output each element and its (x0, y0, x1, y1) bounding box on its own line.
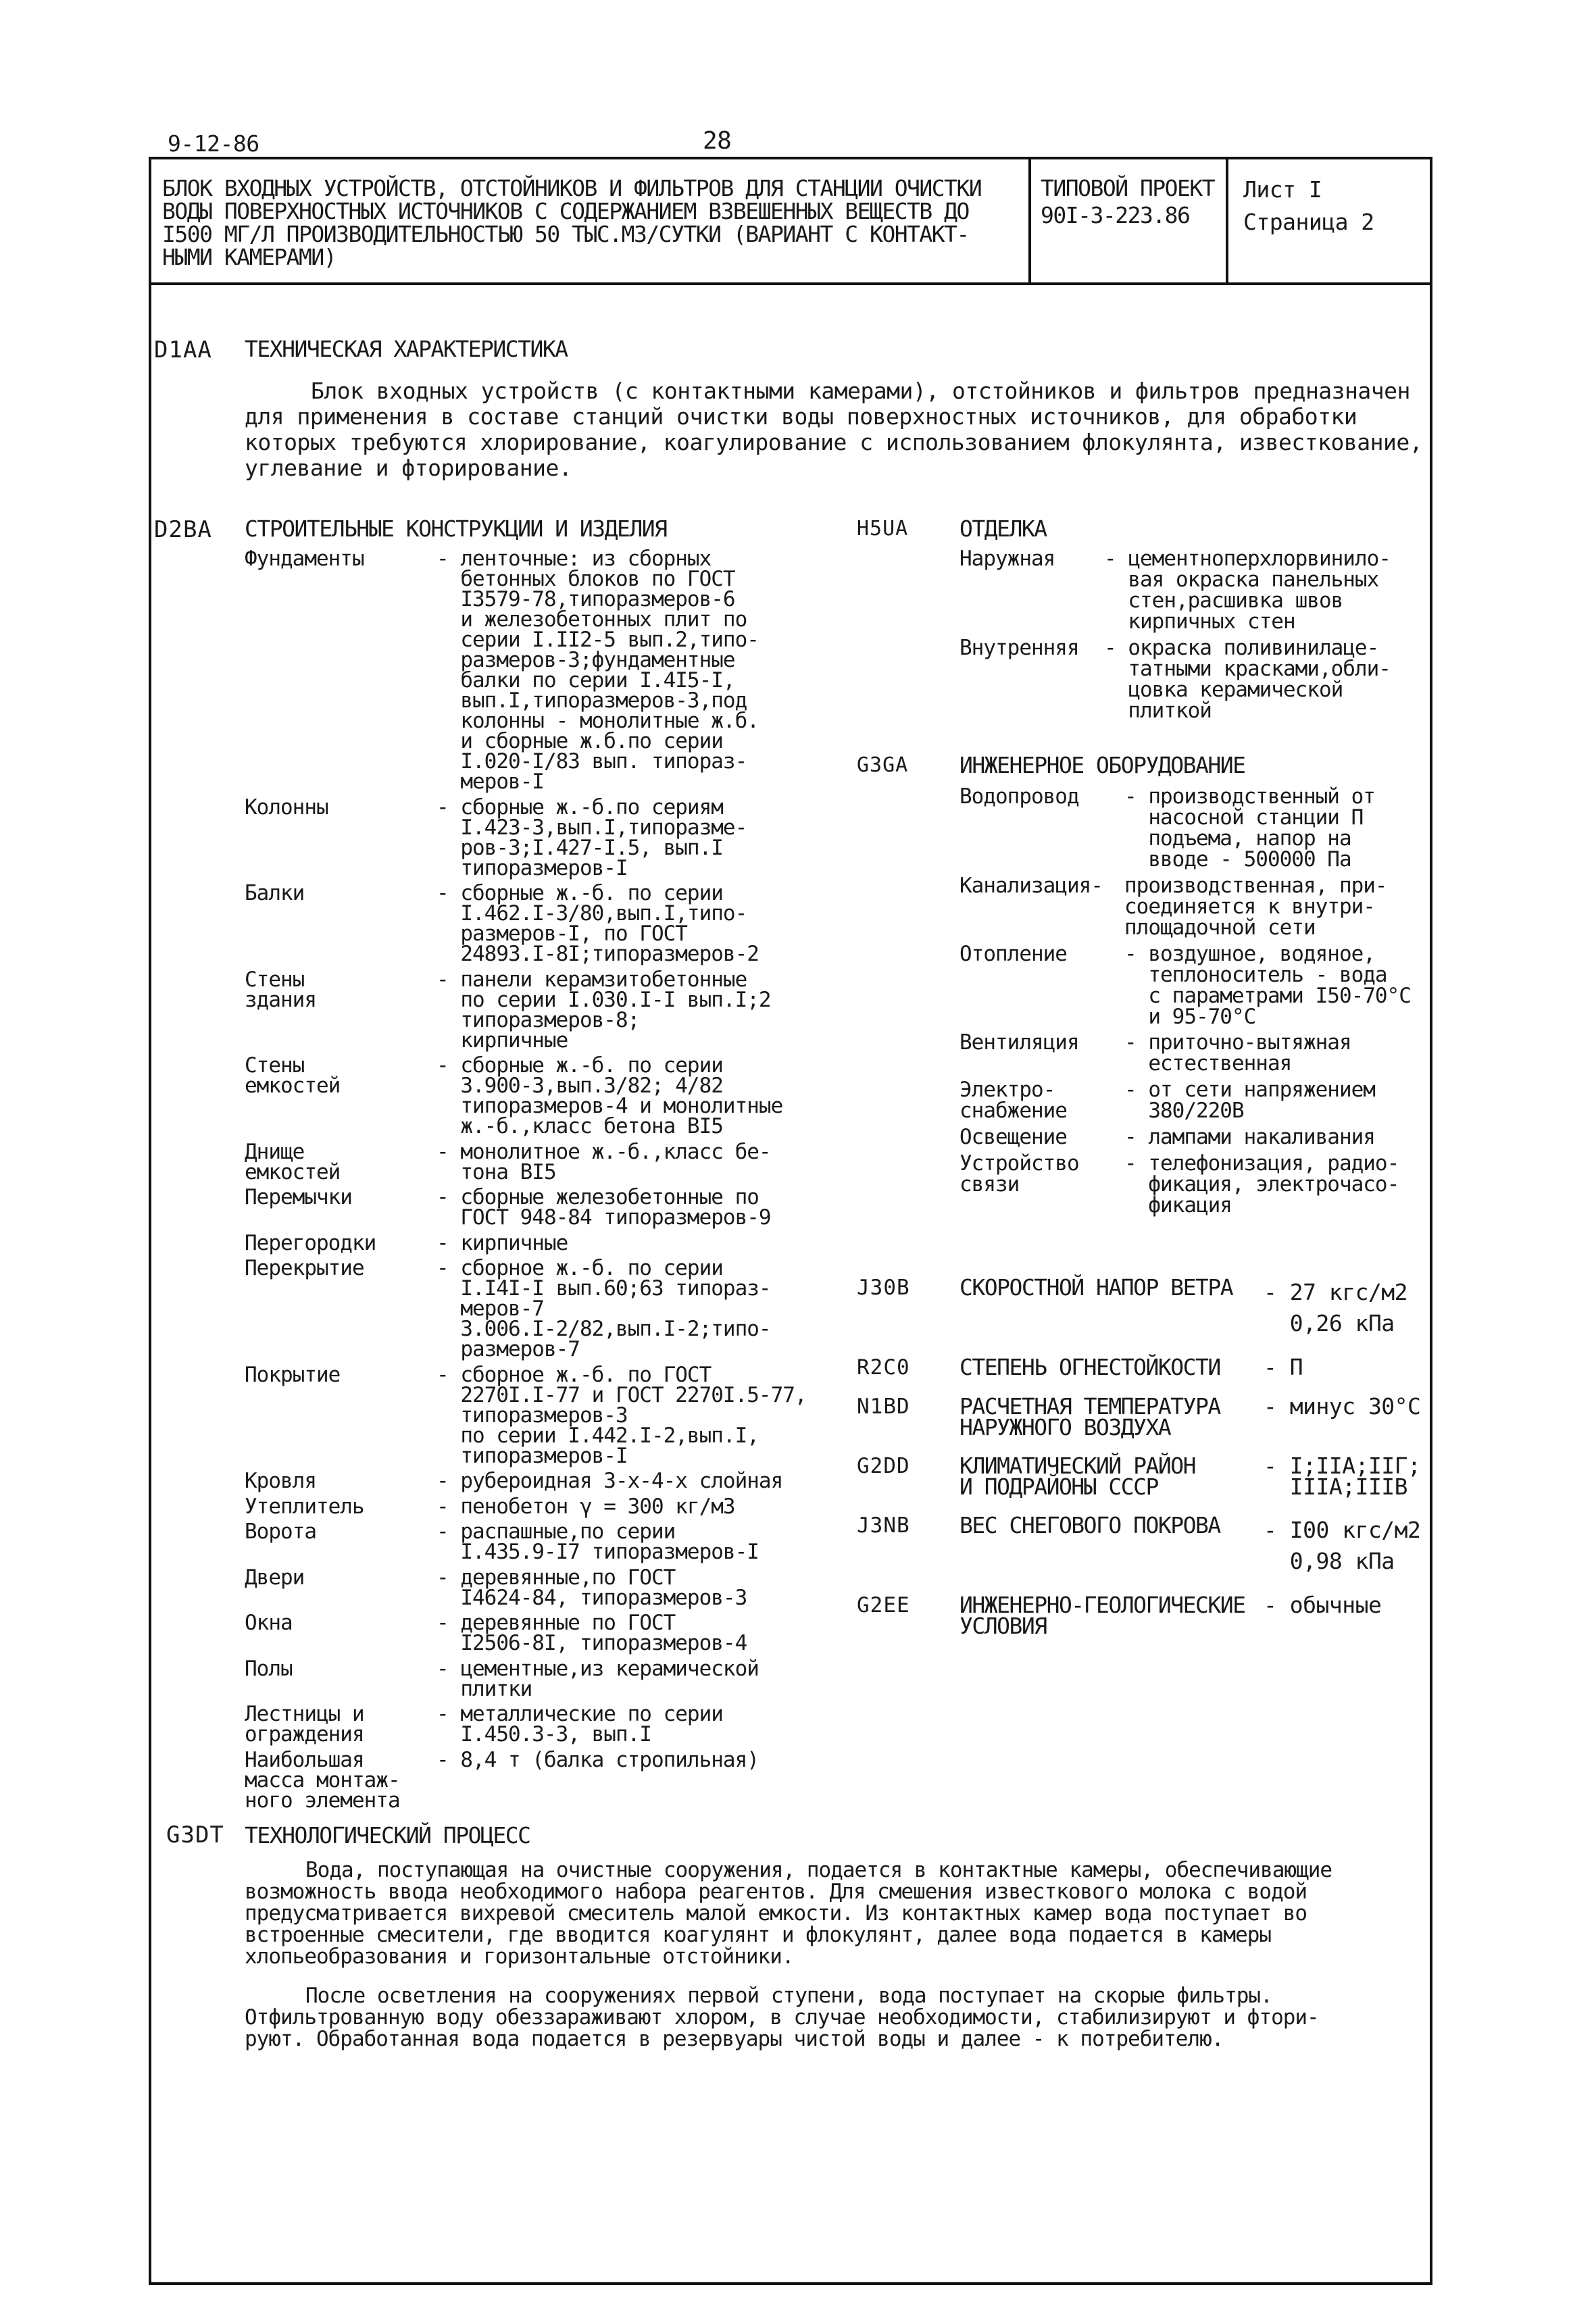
text-line: возможность ввода необходимого набора реагентов. Для смешения известкового молока с водой (245, 1880, 1307, 1904)
item-value-line: татными красками,обли- (1104, 656, 1391, 681)
list-item (959, 873, 1432, 940)
item-label (245, 1230, 437, 1255)
parameter-code: G2EE (857, 1593, 910, 1617)
parameter-value-line: - 27 кгс/м2 (1264, 1279, 1408, 1305)
finishing-list (959, 549, 1432, 727)
parameter-label-line: УСЛОВИЯ (959, 1613, 1047, 1639)
item-label (245, 883, 437, 964)
item-value-line: кирпичных стен (1104, 609, 1295, 634)
item-label-line: Фундаменты (245, 547, 364, 571)
list-item (245, 1567, 853, 1608)
item-label (245, 1055, 437, 1136)
item-value (437, 1471, 853, 1491)
parameters-list (857, 1274, 1431, 1654)
item-value-line: - деревянные,по ГОСТ (437, 1565, 676, 1590)
item-label-line: Стены (245, 1053, 305, 1078)
item-value-line: бетонных блоков по ГОСТ (437, 567, 735, 591)
item-value-line: естественная (1124, 1051, 1292, 1076)
item-label (245, 967, 437, 1051)
parameter-value-line: 0,26 кПа (1264, 1310, 1395, 1336)
item-value-line: по серии I.030.I-I вып.I;2 (437, 987, 771, 1012)
list-item (959, 635, 1432, 723)
item-value-line: - пенобетон γ = 300 кг/м3 (437, 1494, 735, 1519)
project-number: 90I-3-223.86 (1041, 202, 1190, 228)
process-paragraph-1 (245, 1859, 1434, 1967)
item-value-line: - сборное ж.-б. по ГОСТ (437, 1362, 712, 1387)
parameter-row (857, 1453, 1431, 1500)
item-value (437, 1747, 853, 1811)
item-value-line: - распашные,по серии (437, 1519, 676, 1544)
item-value (437, 1139, 853, 1184)
parameter-label-line: НАРУЖНОГО ВОЗДУХА (959, 1414, 1171, 1440)
item-label-line: Устройство (959, 1151, 1079, 1176)
parameter-label (959, 1393, 1264, 1440)
item-value (437, 1567, 853, 1608)
section-title: ТЕХНИЧЕСКАЯ ХАРАКТЕРИСТИКА (245, 336, 568, 362)
text-line: для применения в составе станций очистки воды поверхностных источников, для обработки (245, 403, 1357, 430)
item-value-line: - ленточные: из сборных (437, 547, 712, 571)
item-value-line: типоразмеров-3 (437, 1403, 628, 1428)
item-label (959, 873, 1124, 938)
section-title: ИНЖЕНЕРНОЕ ОБОРУДОВАНИЕ (959, 752, 1245, 778)
item-value-line: балки по серии I.4I5-I, (437, 668, 735, 693)
parameter-row (857, 1512, 1431, 1577)
parameter-value (1264, 1393, 1431, 1438)
list-item (245, 1704, 853, 1744)
parameter-code: N1BD (857, 1394, 910, 1419)
item-label-line: Электро- (959, 1078, 1055, 1102)
parameter-label-line: СТЕПЕНЬ ОГНЕСТОЙКОСТИ (959, 1354, 1220, 1380)
item-label-line: Наибольшая (245, 1747, 364, 1772)
item-value-line: I4624-84, типоразмеров-3 (437, 1585, 747, 1610)
list-item (245, 549, 853, 792)
list-item (959, 1153, 1432, 1216)
parameter-label (959, 1592, 1264, 1639)
item-value (437, 1055, 853, 1136)
item-value (1124, 941, 1432, 1029)
parameter-label (959, 1453, 1264, 1500)
list-item (245, 1258, 853, 1359)
item-label (959, 786, 1124, 870)
item-value-line: I2506-8I, типоразмеров-4 (437, 1631, 747, 1655)
item-value-line: стен,расшивка швов (1104, 588, 1343, 613)
item-value-line: - от сети напряжением (1124, 1078, 1375, 1102)
title-line: НЫМИ КАМЕРАМИ) (162, 244, 336, 270)
parameter-row (857, 1592, 1431, 1639)
parameter-value (1264, 1515, 1431, 1577)
item-label-line: масса монтаж- (245, 1767, 400, 1792)
item-value-line: плиткой (1104, 698, 1212, 723)
project-label: ТИПОВОЙ ПРОЕКТ (1041, 175, 1215, 201)
item-label (245, 1258, 437, 1359)
item-label-line: связи (959, 1172, 1020, 1197)
item-value (437, 1613, 853, 1653)
item-value-line: - цементные,из керамической (437, 1656, 759, 1681)
item-value-line: вводе - 500000 Па (1124, 847, 1351, 872)
item-value (1104, 549, 1432, 632)
item-label-line: ограждения (245, 1722, 364, 1746)
item-value-line: соединяется к внутри- (1124, 894, 1375, 919)
item-value-line: производственная, при- (1124, 873, 1387, 898)
section-title: СТРОИТЕЛЬНЫЕ КОНСТРУКЦИИ И ИЗДЕЛИЯ (245, 515, 667, 542)
item-label-line: Перегородки (245, 1230, 376, 1255)
parameter-value (1264, 1594, 1431, 1636)
item-value-line: ж.-б.,класс бетона BI5 (437, 1114, 723, 1138)
item-value-line: I.I4I-I вып.60;63 типораз- (437, 1276, 771, 1301)
item-label (245, 1613, 437, 1653)
item-label-line: Покрытие (245, 1362, 341, 1387)
item-label-line: Наружная (959, 547, 1055, 571)
parameter-label-line: РАСЧЕТНАЯ ТЕМПЕРАТУРА (959, 1393, 1220, 1419)
section-code: H5UA (857, 517, 909, 540)
item-value-line: типоразмеров-8; (437, 1007, 640, 1032)
item-label-line: емкостей (245, 1159, 341, 1184)
list-item (245, 1139, 853, 1184)
item-value-line: I.450.3-3, вып.I (437, 1722, 651, 1746)
equipment-list (959, 786, 1432, 1221)
item-label-line: Ворота (245, 1519, 316, 1544)
item-label (245, 797, 437, 878)
text-line: Вода, поступающая на очистные сооружения, подается в контактные камеры, обеспечивающие (305, 1858, 1332, 1882)
text-line: Блок входных устройств (с контактными камерами), отстойников и фильтров предназначен (311, 378, 1410, 404)
item-value (1124, 786, 1432, 870)
item-value-line: по серии I.442.I-2,вып.I, (437, 1423, 759, 1448)
item-value-line: вып.I,типоразмеров-3,под (437, 688, 747, 713)
list-item (245, 1471, 853, 1491)
item-label (245, 1362, 437, 1466)
item-value-line: ГОСТ 948-84 типоразмеров-9 (437, 1205, 771, 1230)
item-label (245, 1747, 437, 1813)
item-label-line: Окна (245, 1611, 293, 1635)
parameter-row (857, 1393, 1431, 1440)
list-item (959, 786, 1432, 870)
item-label (245, 1496, 437, 1517)
page-number: 28 (703, 127, 732, 155)
item-label-line: Водопровод (959, 784, 1079, 809)
item-value-line: колонны - монолитные ж.б. (437, 709, 759, 733)
item-label-line: Лестницы и (245, 1702, 364, 1726)
section-code: D1AA (154, 336, 212, 363)
parameter-label (959, 1274, 1264, 1339)
item-value (437, 549, 853, 792)
item-value (437, 1656, 853, 1701)
text-line: которых требуются хлорирование, коагулирование с использованием флокулянта, известкование, (245, 429, 1423, 455)
item-value (437, 1362, 853, 1468)
parameter-value-line: IIIА;IIIВ (1264, 1474, 1408, 1500)
item-value-line: - 8,4 т (балка стропильная) (437, 1747, 759, 1772)
item-value (1124, 1153, 1432, 1216)
item-value-line: 3.900-3,вып.3/82; 4/82 (437, 1074, 723, 1098)
list-item (245, 1230, 853, 1255)
item-value-line: - телефонизация, радио- (1124, 1151, 1399, 1176)
list-item (245, 1656, 853, 1701)
item-value-line: и железобетонных плит по (437, 607, 747, 632)
item-value-line: меров-I (437, 770, 544, 794)
item-value (1124, 1032, 1432, 1074)
item-value-line: типоразмеров-I (437, 1443, 628, 1468)
sheet-label: Лист I (1243, 176, 1322, 203)
item-value-line: и сборные ж.б.по серии (437, 729, 723, 753)
item-value-line: - производственный от (1124, 784, 1375, 809)
section-title: ТЕХНОЛОГИЧЕСКИЙ ПРОЦЕСС (245, 1822, 530, 1848)
item-value-line: с параметрами I50-70°C (1124, 983, 1411, 1008)
list-item (245, 1496, 853, 1517)
item-value-line: - металлические по серии (437, 1702, 723, 1726)
parameter-value-line: - I00 кгс/м2 (1264, 1517, 1421, 1543)
list-item (245, 967, 853, 1053)
item-label (245, 1187, 437, 1228)
item-value-line: I.020-I/83 вып. типораз- (437, 749, 747, 774)
item-value-line: - сборные ж.-б.по сериям (437, 795, 723, 820)
item-value-line: кирпичные (437, 1028, 568, 1053)
item-value-line: серии I.II2-5 вып.2,типо- (437, 628, 759, 652)
parameter-label-line: ВЕС СНЕГОВОГО ПОКРОВА (959, 1512, 1220, 1538)
item-value-line: типоразмеров-I (437, 855, 628, 880)
item-value-line: - монолитное ж.-б.,класс бе- (437, 1139, 771, 1164)
parameter-value-line: - минус 30°C (1264, 1393, 1421, 1419)
parameter-row (857, 1354, 1431, 1380)
item-label (245, 1521, 437, 1562)
list-item (245, 1362, 853, 1468)
item-value (437, 883, 853, 964)
intro-paragraph (245, 378, 1434, 481)
item-label (245, 1139, 437, 1184)
item-label (245, 1704, 437, 1744)
section-code: D2BA (154, 516, 212, 543)
item-value-line: плитки (437, 1676, 532, 1701)
sheet-box (1243, 177, 1374, 235)
text-line: предусматривается вихревой смеситель малой емкости. Из контактных камер вода поступает во (245, 1901, 1307, 1926)
list-item (245, 1747, 853, 1813)
item-value-line: - сборные ж.-б. по серии (437, 1053, 723, 1078)
item-value-line: 380/220В (1124, 1099, 1244, 1123)
list-item (959, 1124, 1432, 1149)
item-label-line: Освещение (959, 1124, 1067, 1149)
item-label-line: Внутренняя (959, 635, 1079, 660)
item-label-line: емкостей (245, 1074, 341, 1098)
parameter-code: J3NB (857, 1513, 910, 1538)
title-line: ВОДЫ ПОВЕРХНОСТНЫХ ИСТОЧНИКОВ С СОДЕРЖАНИЕМ ВЗВЕШЕННЫХ ВЕЩЕСТВ ДО (162, 198, 969, 224)
parameter-code: G2DD (857, 1454, 910, 1478)
item-label-line: Вентиляция (959, 1030, 1079, 1055)
item-value (1124, 1124, 1432, 1149)
parameter-code: R2C0 (857, 1355, 910, 1380)
title-line: БЛОК ВХОДНЫХ УСТРОЙСТВ, ОТСТОЙНИКОВ И ФИЛЬТРОВ ДЛЯ СТАНЦИИ ОЧИСТКИ (162, 175, 982, 201)
item-value-line: ров-3;I.427-I.5, вып.I (437, 835, 723, 860)
item-value-line: I3579-78,типоразмеров-6 (437, 587, 735, 611)
item-value-line: - кирпичные (437, 1230, 568, 1255)
item-label-line: Канализация- (959, 873, 1103, 898)
item-value-line: - воздушное, водяное, (1124, 941, 1375, 966)
list-item (245, 883, 853, 964)
item-value-line: типоразмеров-4 и монолитные (437, 1094, 783, 1118)
item-label (959, 1124, 1124, 1149)
item-value (437, 797, 853, 878)
item-value-line: - окраска поливинилаце- (1104, 635, 1379, 660)
item-label-line: Двери (245, 1565, 305, 1590)
item-value-line: размеров-I, по ГОСТ (437, 922, 687, 946)
list-item (959, 941, 1432, 1029)
item-label (245, 1567, 437, 1608)
parameter-label-line: СКОРОСТНОЙ НАПОР ВЕТРА (959, 1274, 1233, 1301)
item-value-line: - сборные железобетонные по (437, 1185, 759, 1209)
list-item (245, 1521, 853, 1562)
text-line: После осветления на сооружениях первой ступени, вода поступает на скорые фильтры. (305, 1984, 1272, 2008)
parameter-label-line: И ПОДРАЙОНЫ СССР (959, 1474, 1158, 1500)
item-value-line: размеров-7 (437, 1337, 580, 1361)
parameter-value (1264, 1453, 1431, 1500)
parameter-label (959, 1354, 1264, 1380)
item-value (437, 1704, 853, 1744)
item-value-line: тона BI5 (437, 1159, 556, 1184)
item-label-line: Кровля (245, 1469, 316, 1493)
item-value (437, 1496, 853, 1517)
item-value-line: цовка керамической (1104, 677, 1343, 702)
item-value (437, 967, 853, 1053)
item-value-line: - рубероидная 3-х-4-х слойная (437, 1469, 783, 1493)
item-label-line: Днище (245, 1139, 305, 1164)
item-value-line: площадочной сети (1124, 915, 1316, 940)
parameter-value (1264, 1277, 1431, 1339)
item-value (1104, 635, 1432, 723)
parameter-label-line: ИНЖЕНЕРНО-ГЕОЛОГИЧЕСКИЕ (959, 1592, 1245, 1618)
item-value-line: - приточно-вытяжная (1124, 1030, 1351, 1055)
doc-title (162, 177, 981, 269)
text-line: Отфильтрованную воду обеззараживают хлором, в случае необходимости, стабилизируют и фтори- (245, 2005, 1319, 2030)
item-label (959, 1032, 1124, 1074)
item-value-line: вая окраска панельных (1104, 568, 1379, 592)
item-label-line: снабжение (959, 1099, 1067, 1123)
item-value-line: I.462.I-3/80,вып.I,типо- (437, 901, 747, 926)
item-value-line: фикация (1124, 1192, 1232, 1217)
item-value-line: - сборные ж.-б. по серии (437, 881, 723, 905)
item-value (1124, 1080, 1432, 1122)
section-code: G3GA (857, 753, 909, 777)
list-item (959, 1032, 1432, 1074)
construction-list (245, 549, 853, 1815)
item-value-line: размеров-3;фундаментные (437, 648, 735, 672)
item-value-line: - деревянные по ГОСТ (437, 1611, 676, 1635)
item-value-line: меров-7 (437, 1297, 544, 1321)
list-item (245, 1055, 853, 1136)
item-value-line: - сборное ж.-б. по серии (437, 1256, 723, 1280)
item-label-line: Полы (245, 1656, 293, 1681)
item-label (959, 1153, 1124, 1216)
item-label (959, 549, 1104, 632)
list-item (245, 1613, 853, 1653)
parameter-value-line: - обычные (1264, 1592, 1382, 1618)
page-label: Страница 2 (1243, 209, 1374, 235)
item-value-line: фикация, электрочасо- (1124, 1172, 1399, 1197)
text-line: углевание и фторирование. (245, 455, 572, 481)
item-label (959, 1080, 1124, 1122)
item-value-line: теплоноситель - вода (1124, 962, 1387, 987)
item-value (1124, 873, 1432, 940)
item-label (245, 549, 437, 792)
project-box (1041, 177, 1214, 227)
item-value (437, 1230, 853, 1255)
item-label-line: Стены (245, 967, 305, 992)
item-value-line: - лампами накаливания (1124, 1124, 1375, 1149)
list-item (959, 549, 1432, 632)
item-value-line: и 95-70°C (1124, 1004, 1256, 1029)
item-label-line: Утеплитель (245, 1494, 364, 1519)
process-paragraph-2 (245, 1985, 1434, 2050)
parameter-value-line: 0,98 кПа (1264, 1548, 1395, 1574)
parameter-label (959, 1512, 1264, 1577)
text-line: хлопьеобразования и горизонтальные отстойники. (245, 1944, 794, 1969)
item-label-line: Отопление (959, 941, 1067, 966)
item-label-line: здания (245, 987, 316, 1012)
item-value-line: I.435.9-I7 типоразмеров-I (437, 1540, 759, 1564)
item-label (245, 1656, 437, 1699)
item-value-line: подъема, напор на (1124, 826, 1351, 851)
item-value-line: I.423-3,вып.I,типоразме- (437, 815, 747, 840)
item-value (437, 1258, 853, 1359)
item-label-line: Перекрытие (245, 1256, 364, 1280)
item-value (437, 1187, 853, 1228)
title-line: I500 МГ/Л ПРОИЗВОДИТЕЛЬНОСТЬЮ 50 ТЫС.М3/СУТКИ (ВАРИАНТ С КОНТАКТ- (162, 221, 969, 247)
list-item (959, 1080, 1432, 1122)
item-value-line: 2270I.I-77 и ГОСТ 2270I.5-77, (437, 1382, 807, 1407)
item-label (959, 941, 1124, 1028)
text-line: встроенные смесители, где вводится коагулянт и флокулянт, далее вода подается в камеры (245, 1923, 1272, 1947)
parameter-code: J30B (857, 1276, 910, 1300)
item-value-line: 3.006.I-2/82,вып.I-2;типо- (437, 1317, 771, 1341)
parameter-row (857, 1274, 1431, 1339)
parameter-label-line: КЛИМАТИЧЕСКИЙ РАЙОН (959, 1453, 1195, 1479)
parameter-value-line: - П (1264, 1354, 1303, 1380)
item-value-line: - панели керамзитобетонные (437, 967, 747, 992)
doc-date: 9-12-86 (168, 130, 259, 157)
item-value-line: - цементноперхлорвинило- (1104, 547, 1391, 571)
section-code: G3DT (166, 1821, 224, 1848)
item-value-line: насосной станции П (1124, 805, 1364, 830)
item-label (959, 635, 1104, 722)
item-label-line: Перемычки (245, 1185, 352, 1209)
item-value-line: 24893.I-8I;типоразмеров-2 (437, 942, 759, 966)
list-item (245, 1187, 853, 1228)
section-title: ОТДЕЛКА (959, 515, 1047, 542)
item-label-line: Балки (245, 881, 305, 905)
text-line: руют. Обработанная вода подается в резервуары чистой воды и далее - к потребителю. (245, 2027, 1224, 2051)
item-label-line: Колонны (245, 795, 328, 820)
parameter-value-line: - I;IIА;IIГ; (1264, 1453, 1421, 1479)
item-label (245, 1471, 437, 1491)
parameter-value (1264, 1354, 1431, 1380)
item-label-line: ного элемента (245, 1788, 400, 1813)
list-item (245, 797, 853, 878)
item-value (437, 1521, 853, 1562)
